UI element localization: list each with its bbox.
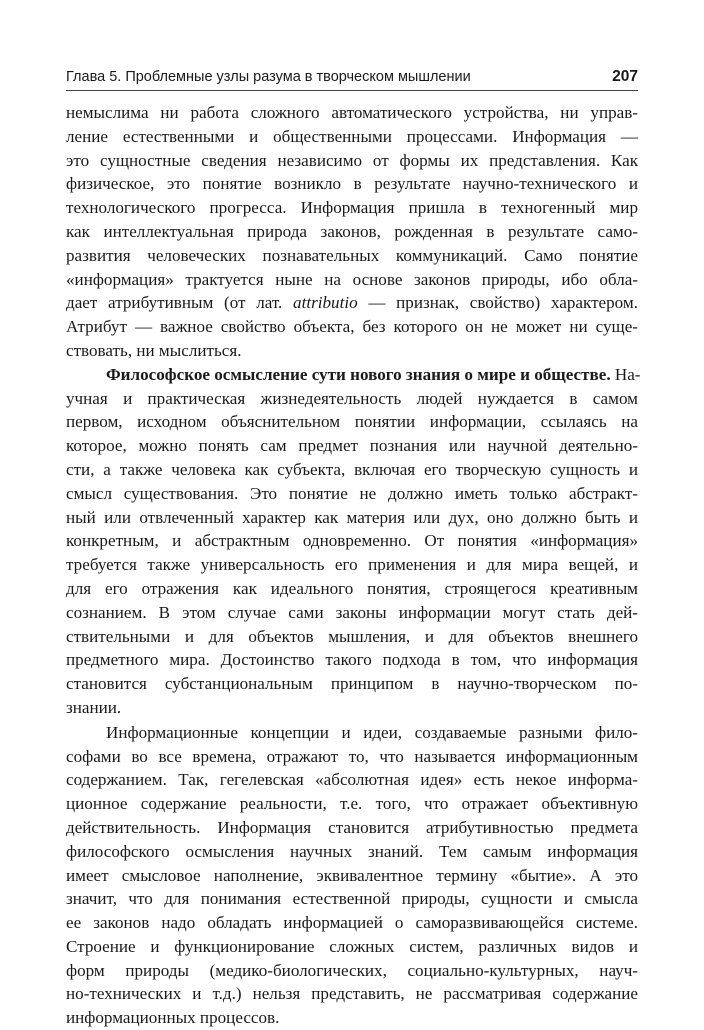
running-header [66, 66, 638, 91]
text-line: содержанием. Так, гегелевская «абсолютная идея» есть некое информа- [66, 770, 638, 790]
text-line: ее законов надо обладать информацией о саморазвивающейся системе. [66, 913, 638, 933]
text-line: философского осмысления научных знаний. Тем самым информация [66, 841, 638, 861]
text-line [66, 363, 641, 387]
paragraph-3 [66, 721, 638, 1030]
text-line: развития человеческих познавательных коммуникаций. Само понятие [66, 245, 638, 265]
body-text [66, 101, 641, 1030]
text-line: Атрибут — важное свойство объекта, без которого он не может ни суще- [66, 317, 638, 337]
text-line: сознанием. В этом случае сами законы информации могут стать дей- [66, 602, 638, 622]
text-line: «информация» трактуется ныне на основе законов природы, ибо обла- [66, 269, 638, 289]
chapter-title: Глава 5. Проблемные узлы разума в творческом мышлении [66, 69, 471, 85]
page-number: 207 [612, 68, 638, 85]
text-span: На- [610, 364, 641, 384]
text-line: информационных процессов. [66, 1008, 280, 1028]
text-line: технологического прогресса. Информация пришла в техногенный мир [66, 198, 638, 218]
text-line: знании. [66, 697, 122, 717]
text-line: форм природы (медико-биологических, социально-культурных, науч- [66, 960, 638, 980]
paragraph-heading: Философское осмысление сути нового знания о мире и обществе. [106, 364, 611, 384]
text-line [66, 291, 638, 315]
text-line: становится субстанциональным принципом в научно-творческом по- [66, 674, 638, 694]
text-line: конкретным, и абстрактным одновременно. От понятия «информация» [66, 531, 638, 551]
text-line: ствовать, ни мыслиться. [66, 340, 242, 360]
text-line: но-технических и т.д.) нельзя представить, не рассматривая содержание [66, 984, 638, 1004]
text-line: действительность. Информация становится атрибутивностью предмета [66, 817, 638, 837]
text-line: значит, что для понимания естественной природы, сущности и смысла [66, 889, 638, 909]
text-line: это сущностные сведения независимо от формы их представления. Как [66, 150, 638, 170]
text-span: — признак, свойство) характером. [357, 293, 638, 313]
text-line: Строение и функционирование сложных систем, различных видов и [66, 936, 638, 956]
text-line: сти, а также человека как субъекта, включая его творческую сущность и [66, 459, 638, 479]
text-line: учная и практическая жизнедеятельность людей нуждается в самом [66, 388, 638, 408]
text-line: софами во все времена, отражают то, что называется информационным [66, 746, 638, 766]
text-line: немыслима ни работа сложного автоматического устройства, ни управ- [66, 103, 638, 122]
text-line: ный или отвлеченный характер как материя или дух, оно должно быть и [66, 507, 638, 527]
text-line: для его отражения как идеального понятия, строящегося креативным [66, 578, 638, 598]
latin-term: attributio [293, 293, 358, 313]
text-line: имеет смысловое наполнение, эквивалентное термину «бытие». А это [66, 865, 638, 885]
text-line: предметного мира. Достоинство такого подхода в том, что информация [66, 650, 638, 670]
text-line: ционное содержание реальности, т.е. того, что отражает объективную [66, 794, 638, 814]
text-line: первом, исходном объяснительном понятии информации, ссылаясь на [66, 412, 638, 432]
text-line: физическое, это понятие возникло в результате научно-технического и [66, 174, 638, 194]
text-line: Информационные концепции и идеи, создаваемые разными фило- [106, 722, 638, 742]
text-line: как интеллектуальная природа законов, рожденная в результате само- [66, 221, 638, 241]
text-line: которое, можно понять сам предмет познания или научной деятельно- [66, 436, 638, 456]
text-line: ление естественными и общественными процессами. Информация — [66, 126, 638, 146]
text-line: требуется также универсальность его применения и для мира вещей, и [66, 555, 638, 575]
paragraph-1 [66, 101, 638, 363]
text-line: смысл существования. Это понятие не должно иметь только абстракт- [66, 483, 638, 503]
text-span: дает атрибутивным (от лат. [66, 293, 294, 313]
paragraph-2 [66, 363, 641, 720]
text-line: ствительными и для объектов мышления, и для объектов внешнего [66, 626, 638, 646]
